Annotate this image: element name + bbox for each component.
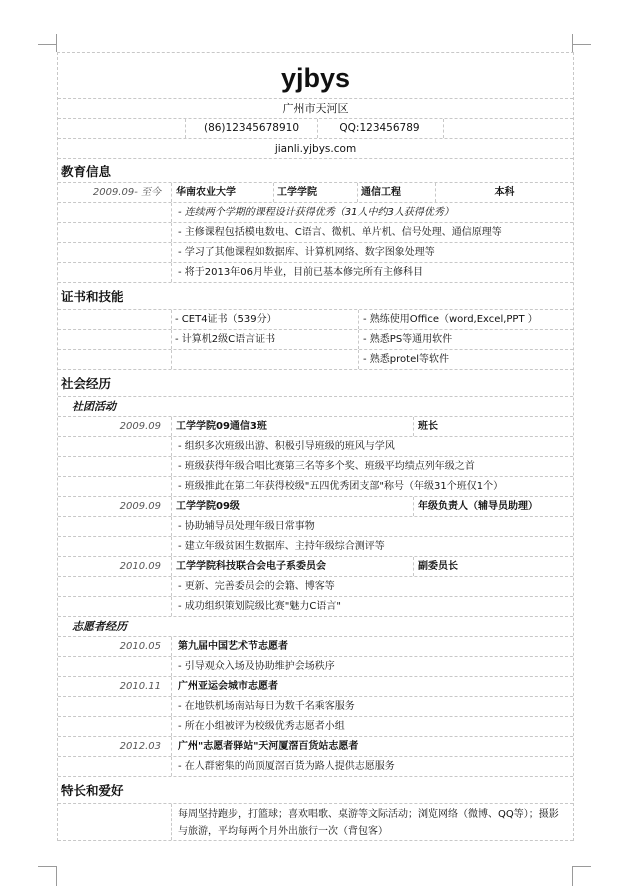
list-item [58,577,573,597]
resume-document [57,52,574,841]
school: 华南农业大学 [176,187,236,198]
empty-cell [58,804,172,840]
list-item [58,597,573,617]
experience-header [58,497,573,517]
empty-cell [58,597,172,616]
experience-role: 班长 [413,417,573,436]
education-period: 2009.09- 至今 [58,183,172,202]
skill-left: - CET4证书（539分） [175,314,277,325]
list-item [58,657,573,677]
resume-name: yjbys [58,53,573,99]
experience-item: - 成功组织策划院级比赛"魅力C语言" [178,601,341,612]
skill-right: - 熟悉PS等通用软件 [358,330,573,349]
qq-number: QQ:123456789 [316,119,444,138]
list-item [58,717,573,737]
college: 工学学院 [273,183,357,202]
empty-cell [58,537,172,556]
experience-header [58,557,573,577]
experience-role: 副委员长 [413,557,573,576]
empty-cell [58,657,172,676]
volunteer-header [58,737,573,757]
section-title-education: 教育信息 [58,159,573,183]
volunteer-item: - 引导观众入场及协助维护会场秩序 [178,661,335,672]
crop-mark [572,866,574,886]
experience-item: - 更新、完善委员会的会籍、博客等 [178,581,335,592]
education-item: - 将于2013年06月毕业，目前已基本修完所有主修科目 [178,267,423,278]
list-item [58,697,573,717]
education-row [58,183,573,203]
address: 广州市天河区 [58,99,573,119]
volunteer-org: 广州亚运会城市志愿者 [178,681,278,692]
volunteer-date: 2010.11 [58,677,172,696]
experience-item: - 组织多次班级出游、积极引导班级的班风与学风 [178,441,395,452]
crop-mark [38,866,56,867]
experience-item: - 协助辅导员处理年级日常事物 [178,521,315,532]
list-item [58,223,573,243]
experience-item: - 班级推此在第二年获得校级"五四优秀团支部"称号（年级31个班仅1个） [178,481,504,492]
empty-cell [58,437,172,456]
volunteer-item: - 在地铁机场南站每日为数千名乘客服务 [178,701,355,712]
website[interactable]: jianli.yjbys.com [58,139,573,159]
experience-date: 2009.09 [58,497,172,516]
empty-cell [58,350,172,369]
section-title-skills: 证书和技能 [58,283,573,310]
experience-role: 年级负责人（辅导员助理） [413,497,573,516]
volunteer-org: 广州"志愿者驿站"天河厦滘百货站志愿者 [178,741,359,752]
degree: 本科 [435,183,573,202]
skills-row [58,350,573,370]
contact-row [58,119,573,139]
skills-row [58,330,573,350]
list-item [58,437,573,457]
list-item [58,203,573,223]
volunteer-header [58,677,573,697]
volunteer-date: 2010.05 [58,637,172,656]
phone: (86)12345678910 [185,119,318,138]
empty-cell [58,223,172,242]
empty-cell [58,717,172,736]
experience-header [58,417,573,437]
experience-org: 工学学院09级 [176,501,240,512]
skill-right: - 熟练使用Office（word,Excel,PPT ） [358,310,573,329]
skill-left [172,350,358,369]
education-item: - 学习了其他课程如数据库、计算机网络、数字图象处理等 [178,247,435,258]
list-item [58,263,573,283]
empty-cell [58,697,172,716]
empty-cell [58,457,172,476]
skills-row [58,310,573,330]
subsection-title-volunteer: 志愿者经历 [58,617,573,637]
crop-mark [573,44,591,53]
crop-mark [572,34,574,52]
experience-item: - 建立年级贫困生数据库、主持年级综合测评等 [178,541,385,552]
list-item [58,757,573,777]
empty-cell [58,757,172,776]
volunteer-date: 2012.03 [58,737,172,756]
volunteer-org: 第九届中国艺术节志愿者 [178,641,288,652]
hobbies-text: 每周坚持跑步，打篮球；喜欢唱歌、桌游等文际活动；浏览网络（微博、QQ等）；摄影与旅游，平均每两个月外出旅行一次（背包客） [178,809,559,837]
crop-mark [56,34,58,52]
list-item [58,457,573,477]
education-item: - 主修课程包括模电数电、C语言、微机、单片机、信号处理、通信原理等 [178,227,502,238]
empty-cell [58,477,172,496]
crop-mark [38,44,56,53]
experience-item: - 班级获得年级合唱比赛第三名等多个奖、班级平均绩点列年级之首 [178,461,475,472]
subsection-title-club: 社团活动 [58,397,573,417]
hobbies-row [58,804,573,841]
empty-cell [58,577,172,596]
volunteer-item: - 所在小组被评为校级优秀志愿者小组 [178,721,345,732]
major: 通信工程 [357,183,435,202]
empty-cell [58,330,172,349]
skill-right: - 熟悉protel等软件 [358,350,573,369]
volunteer-item: - 在人群密集的尚顶厦滘百货为路人提供志愿服务 [178,761,395,772]
section-title-social: 社会经历 [58,370,573,397]
crop-mark [573,866,591,867]
empty-cell [58,263,172,282]
volunteer-header [58,637,573,657]
section-title-hobbies: 特长和爱好 [58,777,573,804]
crop-mark [56,866,58,886]
list-item [58,537,573,557]
list-item [58,517,573,537]
empty-cell [58,310,172,329]
empty-cell [58,243,172,262]
experience-org: 工学学院科技联合会电子系委员会 [176,561,326,572]
education-item: - 连续两个学期的课程设计获得优秀（31人中约3人获得优秀） [178,207,454,218]
list-item [58,477,573,497]
empty-cell [58,203,172,222]
experience-date: 2009.09 [58,417,172,436]
experience-date: 2010.09 [58,557,172,576]
skill-left: - 计算机2级C语言证书 [175,334,276,345]
experience-org: 工学学院09通信3班 [176,421,267,432]
empty-cell [58,517,172,536]
list-item [58,243,573,263]
